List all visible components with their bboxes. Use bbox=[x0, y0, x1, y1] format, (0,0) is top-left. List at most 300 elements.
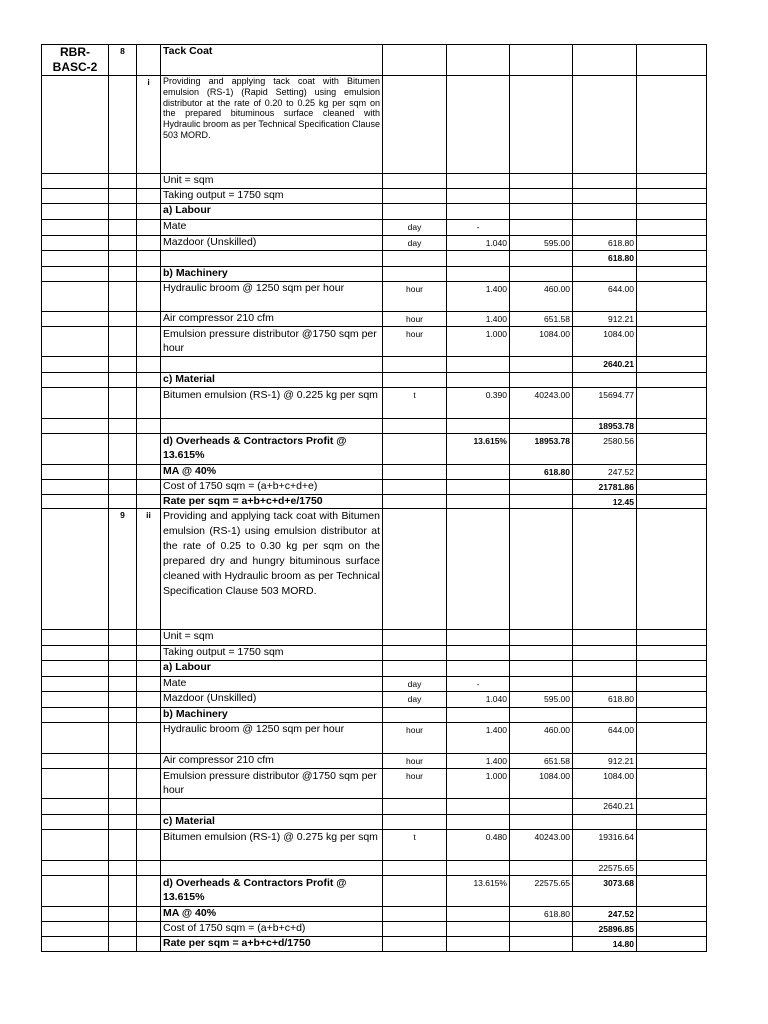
sub-item-cell bbox=[137, 861, 161, 876]
ref-cell bbox=[42, 922, 109, 937]
description-cell: Mazdoor (Unskilled) bbox=[161, 692, 383, 708]
quantity-cell bbox=[447, 495, 510, 509]
item-no-cell bbox=[109, 76, 137, 174]
quantity-cell bbox=[447, 907, 510, 922]
sub-item-cell bbox=[137, 830, 161, 861]
blank-cell bbox=[637, 465, 707, 480]
blank-cell bbox=[637, 480, 707, 495]
unit-cell bbox=[383, 480, 447, 495]
amount-cell: 18953.78 bbox=[573, 419, 637, 434]
rate-cell bbox=[510, 419, 573, 434]
unit-cell bbox=[383, 708, 447, 723]
description-cell: Bitumen emulsion (RS-1) @ 0.275 kg per sqm bbox=[161, 830, 383, 861]
description-cell: Unit = sqm bbox=[161, 630, 383, 646]
description-cell: Air compressor 210 cfm bbox=[161, 754, 383, 769]
description-cell: Rate per sqm = a+b+c+d+e/1750 bbox=[161, 495, 383, 509]
table-row bbox=[42, 373, 707, 388]
ref-cell bbox=[42, 357, 109, 373]
quantity-cell bbox=[447, 357, 510, 373]
blank-cell bbox=[637, 312, 707, 327]
description-cell: b) Machinery bbox=[161, 708, 383, 723]
quantity-cell: 1.000 bbox=[447, 769, 510, 799]
item-no-cell bbox=[109, 220, 137, 236]
quantity-cell: 13.615% bbox=[447, 876, 510, 907]
sub-item-cell bbox=[137, 327, 161, 357]
quantity-cell: 1.000 bbox=[447, 327, 510, 357]
quantity-cell bbox=[447, 419, 510, 434]
description-cell: Providing and applying tack coat with Bitumen emulsion (RS-1) using emulsion distributor at the rate of 0.25 to 0.30 kg per sqm on the prepared dry and hungry bituminous surface cleaned with Hydraulic broom as per Technical Specification Clause 503 MORD. bbox=[161, 509, 383, 630]
amount-cell bbox=[573, 45, 637, 76]
unit-cell: t bbox=[383, 830, 447, 861]
ref-cell bbox=[42, 799, 109, 815]
unit-cell bbox=[383, 174, 447, 189]
rate-cell: 595.00 bbox=[510, 236, 573, 251]
quantity-cell: 0.480 bbox=[447, 830, 510, 861]
table-row bbox=[42, 769, 707, 799]
table-row bbox=[42, 204, 707, 220]
amount-cell bbox=[573, 509, 637, 630]
description-cell: a) Labour bbox=[161, 661, 383, 677]
item-no-cell bbox=[109, 646, 137, 661]
quantity-cell bbox=[447, 708, 510, 723]
amount-cell: 12.45 bbox=[573, 495, 637, 509]
table-row bbox=[42, 799, 707, 815]
blank-cell bbox=[637, 876, 707, 907]
blank-cell bbox=[637, 189, 707, 204]
blank-cell bbox=[637, 677, 707, 692]
rate-cell bbox=[510, 922, 573, 937]
blank-cell bbox=[637, 754, 707, 769]
unit-cell bbox=[383, 434, 447, 465]
amount-cell: 15694.77 bbox=[573, 388, 637, 419]
unit-cell bbox=[383, 907, 447, 922]
item-no-cell bbox=[109, 357, 137, 373]
blank-cell bbox=[637, 236, 707, 251]
blank-cell bbox=[637, 388, 707, 419]
rate-cell: 618.80 bbox=[510, 907, 573, 922]
quantity-cell bbox=[447, 922, 510, 937]
unit-cell: day bbox=[383, 677, 447, 692]
table-row bbox=[42, 677, 707, 692]
blank-cell bbox=[637, 692, 707, 708]
ref-cell bbox=[42, 708, 109, 723]
description-cell: Mate bbox=[161, 220, 383, 236]
item-no-cell bbox=[109, 922, 137, 937]
quantity-cell: 1.400 bbox=[447, 754, 510, 769]
amount-cell: 2580.56 bbox=[573, 434, 637, 465]
quantity-cell bbox=[447, 76, 510, 174]
blank-cell bbox=[637, 419, 707, 434]
description-cell: Tack Coat bbox=[161, 45, 383, 76]
amount-cell: 1084.00 bbox=[573, 327, 637, 357]
unit-cell bbox=[383, 861, 447, 876]
quantity-cell bbox=[447, 204, 510, 220]
amount-cell: 618.80 bbox=[573, 251, 637, 267]
item-no-cell bbox=[109, 677, 137, 692]
sub-item-cell bbox=[137, 769, 161, 799]
amount-cell bbox=[573, 76, 637, 174]
description-cell: d) Overheads & Contractors Profit @ 13.615% bbox=[161, 876, 383, 907]
rate-cell bbox=[510, 677, 573, 692]
table-row bbox=[42, 830, 707, 861]
sub-item-cell bbox=[137, 282, 161, 312]
rate-cell bbox=[510, 76, 573, 174]
blank-cell bbox=[637, 357, 707, 373]
quantity-cell bbox=[447, 509, 510, 630]
table-row bbox=[42, 236, 707, 251]
ref-cell bbox=[42, 723, 109, 754]
sub-item-cell bbox=[137, 189, 161, 204]
item-no-cell bbox=[109, 434, 137, 465]
amount-cell: 22575.65 bbox=[573, 861, 637, 876]
item-no-cell bbox=[109, 267, 137, 282]
amount-cell bbox=[573, 630, 637, 646]
quantity-cell bbox=[447, 45, 510, 76]
table-row bbox=[42, 357, 707, 373]
item-no-cell bbox=[109, 251, 137, 267]
item-no-cell: 8 bbox=[109, 45, 137, 76]
unit-cell bbox=[383, 419, 447, 434]
table-row bbox=[42, 630, 707, 646]
rate-cell bbox=[510, 661, 573, 677]
table-row bbox=[42, 174, 707, 189]
rate-cell bbox=[510, 799, 573, 815]
description-cell bbox=[161, 251, 383, 267]
blank-cell bbox=[637, 76, 707, 174]
rate-cell bbox=[510, 174, 573, 189]
sub-item-cell bbox=[137, 236, 161, 251]
description-cell: Emulsion pressure distributor @1750 sqm per hour bbox=[161, 769, 383, 799]
amount-cell bbox=[573, 267, 637, 282]
item-no-cell bbox=[109, 373, 137, 388]
sub-item-cell bbox=[137, 692, 161, 708]
rate-cell: 40243.00 bbox=[510, 830, 573, 861]
amount-cell: 2640.21 bbox=[573, 799, 637, 815]
rate-cell bbox=[510, 251, 573, 267]
unit-cell: hour bbox=[383, 769, 447, 799]
sub-item-cell bbox=[137, 373, 161, 388]
rate-cell bbox=[510, 937, 573, 952]
unit-cell: day bbox=[383, 236, 447, 251]
ref-cell bbox=[42, 830, 109, 861]
amount-cell: 912.21 bbox=[573, 312, 637, 327]
rate-cell bbox=[510, 45, 573, 76]
amount-cell: 644.00 bbox=[573, 282, 637, 312]
blank-cell bbox=[637, 630, 707, 646]
rate-cell: 1084.00 bbox=[510, 327, 573, 357]
quantity-cell: 1.400 bbox=[447, 312, 510, 327]
blank-cell bbox=[637, 204, 707, 220]
item-no-cell bbox=[109, 204, 137, 220]
description-cell bbox=[161, 357, 383, 373]
quantity-cell: 1.040 bbox=[447, 236, 510, 251]
unit-cell: hour bbox=[383, 723, 447, 754]
rate-analysis-table bbox=[41, 44, 707, 952]
blank-cell bbox=[637, 220, 707, 236]
unit-cell bbox=[383, 815, 447, 830]
blank-cell bbox=[637, 327, 707, 357]
ref-cell bbox=[42, 630, 109, 646]
sub-item-cell bbox=[137, 723, 161, 754]
ref-cell bbox=[42, 907, 109, 922]
rate-cell bbox=[510, 630, 573, 646]
rate-cell bbox=[510, 861, 573, 876]
blank-cell bbox=[637, 434, 707, 465]
item-no-cell bbox=[109, 419, 137, 434]
blank-cell bbox=[637, 251, 707, 267]
ref-cell bbox=[42, 282, 109, 312]
ref-cell bbox=[42, 495, 109, 509]
sub-item-cell bbox=[137, 480, 161, 495]
table-row bbox=[42, 189, 707, 204]
description-cell: b) Machinery bbox=[161, 267, 383, 282]
item-no-cell bbox=[109, 282, 137, 312]
item-no-cell bbox=[109, 907, 137, 922]
ref-cell bbox=[42, 754, 109, 769]
description-cell: Cost of 1750 sqm = (a+b+c+d+e) bbox=[161, 480, 383, 495]
ref-cell bbox=[42, 769, 109, 799]
blank-cell bbox=[637, 922, 707, 937]
description-cell: c) Material bbox=[161, 373, 383, 388]
quantity-cell bbox=[447, 251, 510, 267]
quantity-cell bbox=[447, 373, 510, 388]
description-cell: Emulsion pressure distributor @1750 sqm per hour bbox=[161, 327, 383, 357]
description-cell: Providing and applying tack coat with Bitumen emulsion (RS-1) (Rapid Setting) using emulsion distributor at the rate of 0.20 to 0.25 kg per sqm on the prepared bituminous surface cleaned with Hydraulic broom as per Technical Specification Clause 503 MORD. bbox=[161, 76, 383, 174]
amount-cell bbox=[573, 204, 637, 220]
unit-cell: hour bbox=[383, 327, 447, 357]
item-no-cell bbox=[109, 327, 137, 357]
rate-cell: 460.00 bbox=[510, 282, 573, 312]
sub-item-cell bbox=[137, 267, 161, 282]
table-row bbox=[42, 312, 707, 327]
blank-cell bbox=[637, 799, 707, 815]
blank-cell bbox=[637, 861, 707, 876]
blank-cell bbox=[637, 661, 707, 677]
item-no-cell bbox=[109, 174, 137, 189]
amount-cell: 14.80 bbox=[573, 937, 637, 952]
amount-cell: 19316.64 bbox=[573, 830, 637, 861]
ref-cell bbox=[42, 509, 109, 630]
blank-cell bbox=[637, 830, 707, 861]
quantity-cell bbox=[447, 189, 510, 204]
rate-cell bbox=[510, 204, 573, 220]
quantity-cell: 1.400 bbox=[447, 723, 510, 754]
item-no-cell bbox=[109, 692, 137, 708]
sub-item-cell bbox=[137, 388, 161, 419]
description-cell: Bitumen emulsion (RS-1) @ 0.225 kg per sqm bbox=[161, 388, 383, 419]
quantity-cell: 13.615% bbox=[447, 434, 510, 465]
table-row bbox=[42, 267, 707, 282]
amount-cell: 644.00 bbox=[573, 723, 637, 754]
description-cell bbox=[161, 861, 383, 876]
rate-cell: 18953.78 bbox=[510, 434, 573, 465]
item-no-cell bbox=[109, 236, 137, 251]
rate-cell bbox=[510, 815, 573, 830]
rate-cell bbox=[510, 646, 573, 661]
ref-cell bbox=[42, 861, 109, 876]
rate-cell: 651.58 bbox=[510, 312, 573, 327]
rate-cell: 1084.00 bbox=[510, 769, 573, 799]
item-no-cell bbox=[109, 388, 137, 419]
rate-cell bbox=[510, 708, 573, 723]
item-no-cell bbox=[109, 480, 137, 495]
sub-item-cell bbox=[137, 922, 161, 937]
rate-cell bbox=[510, 220, 573, 236]
rate-cell bbox=[510, 357, 573, 373]
sub-item-cell bbox=[137, 204, 161, 220]
quantity-cell: - bbox=[447, 220, 510, 236]
quantity-cell: - bbox=[447, 677, 510, 692]
blank-cell bbox=[637, 708, 707, 723]
rate-cell bbox=[510, 267, 573, 282]
blank-cell bbox=[637, 509, 707, 630]
blank-cell bbox=[637, 646, 707, 661]
description-cell: Hydraulic broom @ 1250 sqm per hour bbox=[161, 282, 383, 312]
unit-cell bbox=[383, 661, 447, 677]
item-no-cell bbox=[109, 769, 137, 799]
table-row bbox=[42, 434, 707, 465]
sub-item-cell: ii bbox=[137, 509, 161, 630]
description-cell: Rate per sqm = a+b+c+d/1750 bbox=[161, 937, 383, 952]
rate-cell: 40243.00 bbox=[510, 388, 573, 419]
description-cell: MA @ 40% bbox=[161, 907, 383, 922]
blank-cell bbox=[637, 769, 707, 799]
ref-cell bbox=[42, 937, 109, 952]
rate-cell: 460.00 bbox=[510, 723, 573, 754]
description-cell: d) Overheads & Contractors Profit @ 13.615% bbox=[161, 434, 383, 465]
ref-cell bbox=[42, 480, 109, 495]
amount-cell bbox=[573, 174, 637, 189]
sub-item-cell bbox=[137, 465, 161, 480]
amount-cell: 618.80 bbox=[573, 236, 637, 251]
unit-cell bbox=[383, 495, 447, 509]
ref-cell bbox=[42, 434, 109, 465]
ref-cell bbox=[42, 327, 109, 357]
description-cell: Hydraulic broom @ 1250 sqm per hour bbox=[161, 723, 383, 754]
quantity-cell bbox=[447, 480, 510, 495]
amount-cell: 247.52 bbox=[573, 465, 637, 480]
unit-cell bbox=[383, 204, 447, 220]
sub-item-cell bbox=[137, 646, 161, 661]
amount-cell: 2640.21 bbox=[573, 357, 637, 373]
description-cell: Cost of 1750 sqm = (a+b+c+d) bbox=[161, 922, 383, 937]
item-no-cell bbox=[109, 630, 137, 646]
quantity-cell bbox=[447, 937, 510, 952]
description-cell: MA @ 40% bbox=[161, 465, 383, 480]
sub-item-cell bbox=[137, 419, 161, 434]
table-row bbox=[42, 327, 707, 357]
sub-item-cell bbox=[137, 876, 161, 907]
ref-cell bbox=[42, 876, 109, 907]
unit-cell bbox=[383, 465, 447, 480]
ref-cell bbox=[42, 76, 109, 174]
description-cell bbox=[161, 419, 383, 434]
ref-cell bbox=[42, 251, 109, 267]
quantity-cell bbox=[447, 174, 510, 189]
sub-item-cell bbox=[137, 312, 161, 327]
unit-cell: hour bbox=[383, 312, 447, 327]
table-row bbox=[42, 876, 707, 907]
blank-cell bbox=[637, 45, 707, 76]
item-no-cell bbox=[109, 495, 137, 509]
ref-cell bbox=[42, 388, 109, 419]
sub-item-cell bbox=[137, 754, 161, 769]
ref-cell bbox=[42, 236, 109, 251]
ref-cell bbox=[42, 661, 109, 677]
sub-item-cell bbox=[137, 495, 161, 509]
ref-cell bbox=[42, 204, 109, 220]
sub-item-cell bbox=[137, 799, 161, 815]
sub-item-cell bbox=[137, 220, 161, 236]
item-no-cell bbox=[109, 189, 137, 204]
sub-item-cell: i bbox=[137, 76, 161, 174]
sub-item-cell bbox=[137, 708, 161, 723]
unit-cell bbox=[383, 799, 447, 815]
table-row bbox=[42, 282, 707, 312]
rate-cell bbox=[510, 480, 573, 495]
rate-cell: 651.58 bbox=[510, 754, 573, 769]
unit-cell bbox=[383, 189, 447, 204]
ref-cell bbox=[42, 646, 109, 661]
unit-cell bbox=[383, 267, 447, 282]
rate-cell: 595.00 bbox=[510, 692, 573, 708]
sub-item-cell bbox=[137, 661, 161, 677]
description-cell: Unit = sqm bbox=[161, 174, 383, 189]
sub-item-cell bbox=[137, 677, 161, 692]
item-no-cell bbox=[109, 861, 137, 876]
table-row bbox=[42, 646, 707, 661]
amount-cell: 21781.86 bbox=[573, 480, 637, 495]
amount-cell bbox=[573, 815, 637, 830]
sub-item-cell bbox=[137, 434, 161, 465]
table-row bbox=[42, 509, 707, 630]
table-row bbox=[42, 708, 707, 723]
description-cell: c) Material bbox=[161, 815, 383, 830]
unit-cell bbox=[383, 45, 447, 76]
ref-cell bbox=[42, 220, 109, 236]
table-row bbox=[42, 907, 707, 922]
amount-cell: 618.80 bbox=[573, 692, 637, 708]
amount-cell bbox=[573, 189, 637, 204]
quantity-cell: 1.040 bbox=[447, 692, 510, 708]
unit-cell: t bbox=[383, 388, 447, 419]
table-row bbox=[42, 723, 707, 754]
description-cell: Mate bbox=[161, 677, 383, 692]
quantity-cell: 1.400 bbox=[447, 282, 510, 312]
quantity-cell bbox=[447, 630, 510, 646]
table-row bbox=[42, 45, 707, 76]
sub-item-cell bbox=[137, 937, 161, 952]
amount-cell bbox=[573, 708, 637, 723]
unit-cell bbox=[383, 922, 447, 937]
table-row bbox=[42, 220, 707, 236]
unit-cell: hour bbox=[383, 754, 447, 769]
rate-cell bbox=[510, 509, 573, 630]
item-no-cell bbox=[109, 465, 137, 480]
table-row bbox=[42, 251, 707, 267]
description-cell bbox=[161, 799, 383, 815]
unit-cell: hour bbox=[383, 282, 447, 312]
blank-cell bbox=[637, 815, 707, 830]
sub-item-cell bbox=[137, 357, 161, 373]
sub-item-cell bbox=[137, 630, 161, 646]
amount-cell: 3073.68 bbox=[573, 876, 637, 907]
ref-cell bbox=[42, 692, 109, 708]
amount-cell: 1084.00 bbox=[573, 769, 637, 799]
item-no-cell bbox=[109, 312, 137, 327]
amount-cell: 25896.85 bbox=[573, 922, 637, 937]
amount-cell: 247.52 bbox=[573, 907, 637, 922]
